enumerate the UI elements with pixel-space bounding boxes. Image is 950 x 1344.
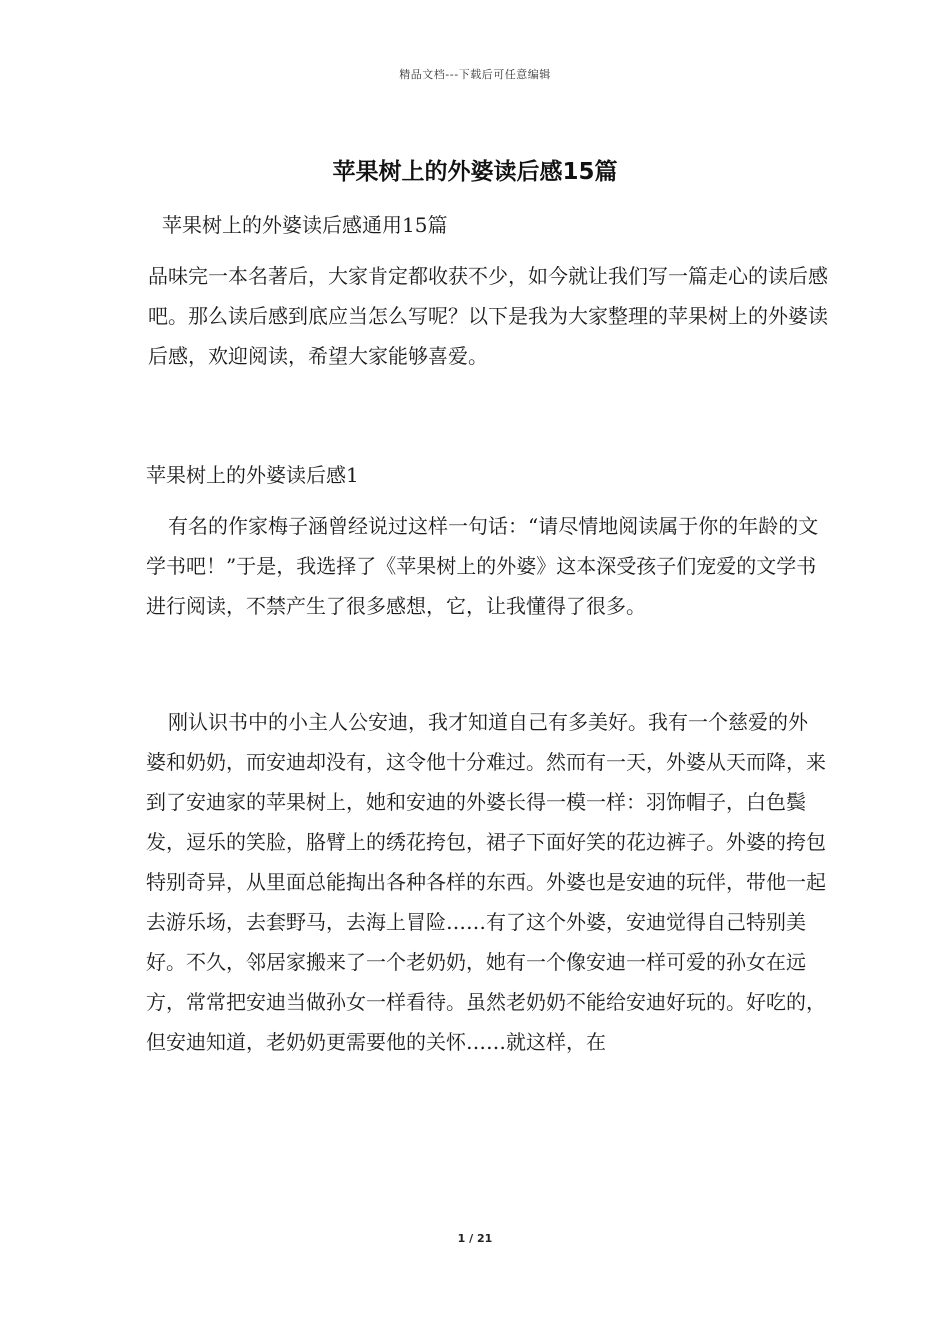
document-subtitle: 苹果树上的外婆读后感通用15篇 — [162, 213, 448, 237]
section-heading: 苹果树上的外婆读后感1 — [146, 463, 359, 487]
body-paragraph: 有名的作家梅子涵曾经说过这样一句话：“请尽情地阅读属于你的年龄的文学书吧！”于是，我选择了《苹果树上的外婆》这本深受孩子们宠爱的文学书进行阅读，不禁产生了很多感想，它，让我懂得了很多。 — [146, 514, 819, 618]
intro-paragraph: 品味完一本名著后，大家肯定都收获不少，如今就让我们写一篇走心的读后感吧。那么读后感到底应当怎么写呢？以下是我为大家整理的苹果树上的外婆读后感，欢迎阅读，希望大家能够喜爱。 — [148, 264, 828, 368]
body-paragraph: 刚认识书中的小主人公安迪，我才知道自己有多美好。我有一个慈爱的外婆和奶奶，而安迪却没有，这令他十分难过。然而有一天，外婆从天而降，来到了安迪家的苹果树上，她和安迪的外婆长得一模一样：羽饰帽子，白色鬓发，逗乐的笑脸，胳臂上的绣花挎包，裙子下面好笑的花边裤子。外婆的挎包特别奇异，从里面总能掏出各种各样的东西。外婆也是安迪的玩伴，带他一起去游乐场，去套野马，去海上冒险……有了这个外婆，安迪觉得自己特别美好。不久，邻居家搬来了一个老奶奶，她有一个像安迪一样可爱的孙女在远方，常常把安迪当做孙女一样看待。虽然老奶奶不能给安迪好玩的。好吃的，但安迪知道，老奶奶更需要他的关怀……就这样，在 — [146, 710, 826, 1054]
header-note: 精品文档---下载后可任意编辑 — [399, 68, 551, 81]
document-title: 苹果树上的外婆读后感15篇 — [332, 159, 618, 185]
page-number: 1 / 21 — [457, 1232, 493, 1245]
